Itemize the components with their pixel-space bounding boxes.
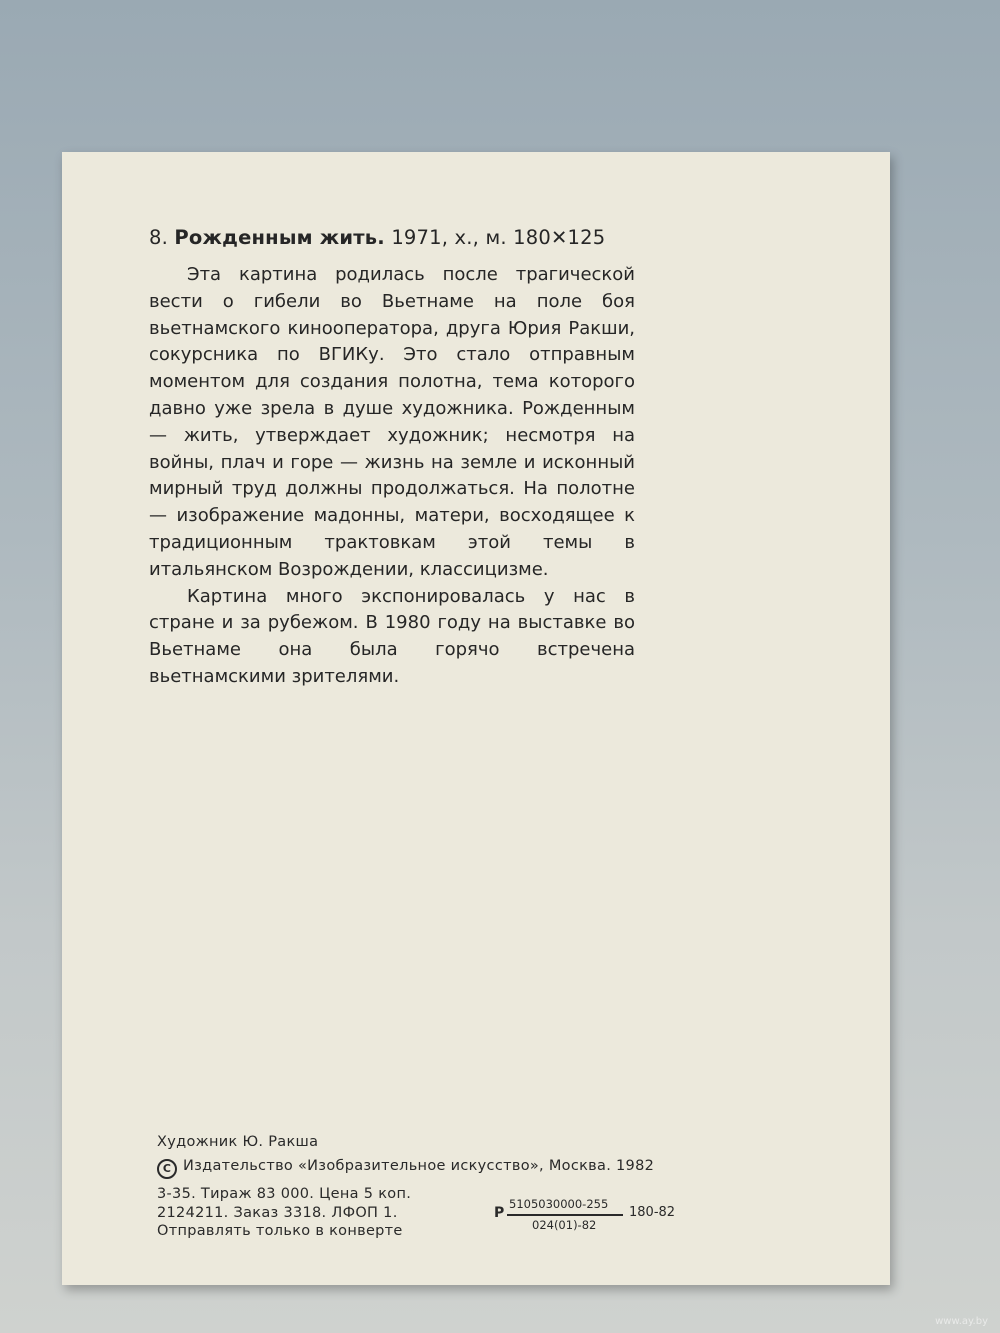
artist-credit: Художник Ю. Ракша (157, 1134, 319, 1150)
envelope-note: Отправлять только в конверте (157, 1223, 403, 1239)
index-suffix: 180-82 (629, 1205, 676, 1220)
index-numerator: 5105030000-255 (509, 1197, 609, 1211)
copyright-icon: C (157, 1159, 177, 1179)
print-info-2: 2124211. Заказ 3318. ЛФОП 1. (157, 1205, 398, 1221)
postcard-back (62, 152, 890, 1285)
index-prefix: Р (494, 1205, 505, 1221)
publisher-line (157, 1158, 654, 1179)
site-watermark: www.ay.by (935, 1316, 988, 1327)
artwork-title: Рожденным жить. (174, 226, 385, 249)
index-fraction-rule (507, 1214, 623, 1216)
postcard (62, 152, 890, 1285)
artwork-number: 8. (149, 226, 169, 249)
description-paragraph: Эта картина родилась после трагической вести о гибели во Вьетнаме на поле боя вьетнамского кинооператора, друга Юрия Ракши, сокурсника по ВГИКу. Это стало отправным моментом для создания полотна, тема которого давно уже зрела в душе художника. Рожденным — жить, утверждает художник; несмотря на войны, плач и горе — жизнь на земле и исконный мирный труд должны продолжаться. На полотне — изображение мадонны, матери, восходящее к традиционным трактовкам этой темы в итальянском Возрождении, классицизме. (149, 264, 635, 580)
artwork-details: 1971, х., м. 180✕125 (391, 226, 606, 249)
index-denominator: 024(01)-82 (532, 1218, 597, 1232)
print-info-1: 3-35. Тираж 83 000. Цена 5 коп. (157, 1186, 412, 1202)
publisher-text: Издательство «Изобразительное искусство», Москва. 1982 (183, 1158, 655, 1174)
artwork-heading (149, 226, 605, 249)
artwork-description (149, 262, 635, 691)
description-paragraph: Картина много экспонировалась у нас в стране и за рубежом. В 1980 году на выставке во Вьетнаме она была горячо встречена вьетнамскими зрителями. (149, 585, 635, 687)
